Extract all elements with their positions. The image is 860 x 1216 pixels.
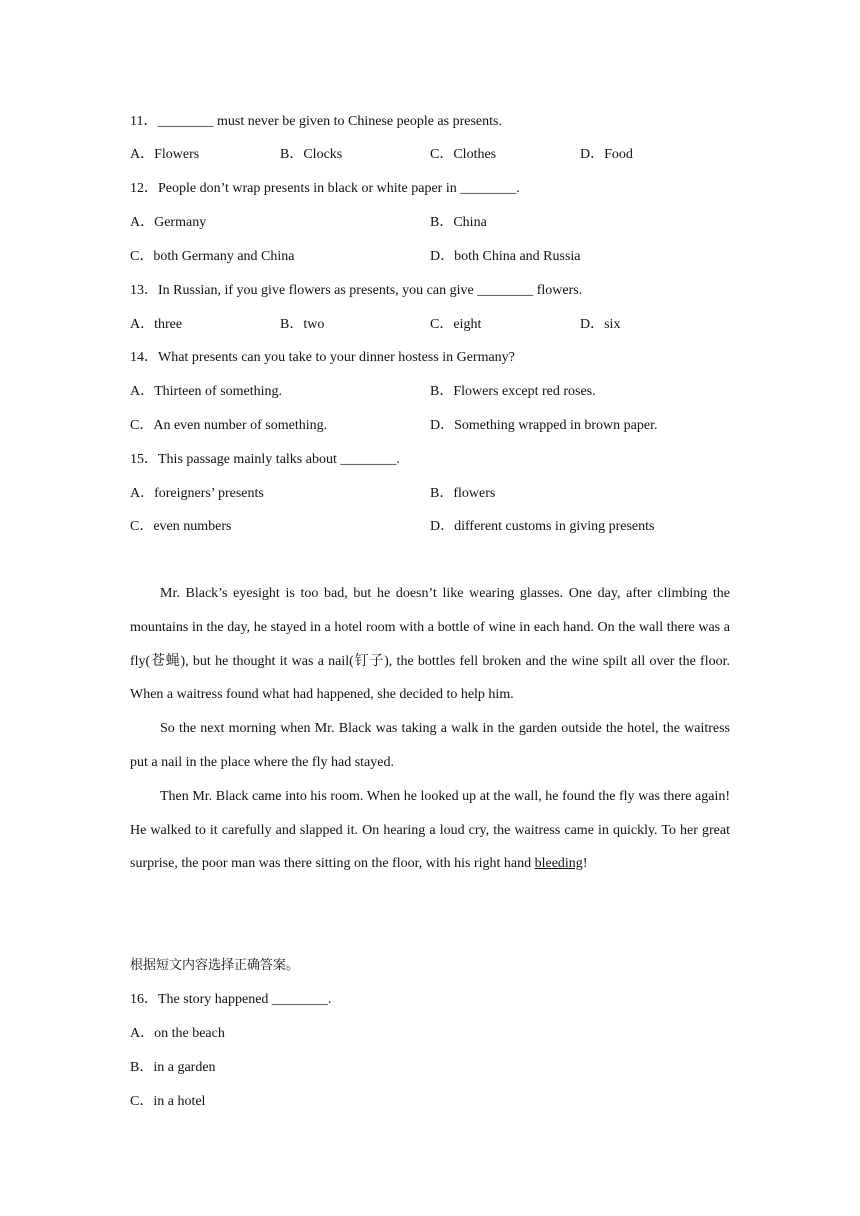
question-14-option-c[interactable]: C．An even number of something. xyxy=(130,418,328,433)
question-11-stem: 11．________ must never be given to Chinese people as presents. xyxy=(130,114,502,129)
question-12-stem: 12．People don’t wrap presents in black or white paper in ________. xyxy=(130,181,520,196)
question-16-option-a[interactable]: A．on the beach xyxy=(130,1026,225,1041)
question-12-option-c[interactable]: C．both Germany and China xyxy=(130,249,295,264)
question-15-stem: 15．This passage mainly talks about ________. xyxy=(130,452,400,467)
question-14-option-b[interactable]: B．Flowers except red roses. xyxy=(430,384,596,399)
question-14-option-d[interactable]: D．Something wrapped in brown paper. xyxy=(430,418,658,433)
question-15-option-b[interactable]: B．flowers xyxy=(430,486,496,501)
question-14-stem: 14．What presents can you take to your dinner hostess in Germany? xyxy=(130,350,515,365)
question-11-option-a[interactable]: A．Flowers xyxy=(130,147,200,162)
question-14-option-a[interactable]: A．Thirteen of something. xyxy=(130,384,283,399)
question-13-stem: 13．In Russian, if you give flowers as presents, you can give ________ flowers. xyxy=(130,283,583,298)
underlined-word: bleeding xyxy=(534,856,583,872)
question-15-option-a[interactable]: A．foreigners’ presents xyxy=(130,486,264,501)
question-15-option-d[interactable]: D．different customs in giving presents xyxy=(430,519,655,534)
passage-paragraph-2: So the next morning when Mr. Black was taking a walk in the garden outside the hotel, the waitress put a nail in the place where the fly had stayed. xyxy=(130,721,730,770)
passage-paragraph-1: Mr. Black’s eyesight is too bad, but he doesn’t like wearing glasses. One day, after climbing the mountains in the day, he stayed in a hotel room with a bottle of wine in each hand. On the wall there was a fly(苍蝇), but he thought it was a nail(钉子), the bottles fell broken and the wine spilt all over the floor. When a waitress found what had happened, she decided to help him. xyxy=(130,586,730,703)
passage-paragraph-3 xyxy=(130,780,730,881)
question-11-option-d[interactable]: D．Food xyxy=(580,147,633,162)
question-15-option-c[interactable]: C．even numbers xyxy=(130,519,232,534)
question-13-option-a[interactable]: A．three xyxy=(130,317,183,332)
question-13-option-d[interactable]: D．six xyxy=(580,317,621,332)
question-13-option-c[interactable]: C．eight xyxy=(430,317,482,332)
question-16-stem: 16．The story happened ________. xyxy=(130,992,332,1007)
question-11-option-c[interactable]: C．Clothes xyxy=(430,147,497,162)
question-16-option-b[interactable]: B．in a garden xyxy=(130,1060,216,1075)
question-13-option-b[interactable]: B．two xyxy=(280,317,325,332)
question-16-option-c[interactable]: C．in a hotel xyxy=(130,1094,206,1109)
question-11-option-b[interactable]: B．Clocks xyxy=(280,147,343,162)
reading-passage xyxy=(130,577,730,881)
section-instruction: 根据短文内容选择正确答案。 xyxy=(130,958,300,973)
question-12-option-d[interactable]: D．both China and Russia xyxy=(430,249,581,264)
question-12-option-b[interactable]: B．China xyxy=(430,215,487,230)
passage-paragraph-3-end: ! xyxy=(582,856,588,872)
passage-paragraph-3-text: Then Mr. Black came into his room. When he looked up at the wall, he found the fly was there again! He walked to it carefully and slapped it. On hearing a loud cry, the waitress came in quickly. To her great surprise, the poor man was there sitting on the floor, with his right hand xyxy=(130,788,730,872)
question-12-option-a[interactable]: A．Germany xyxy=(130,215,207,230)
